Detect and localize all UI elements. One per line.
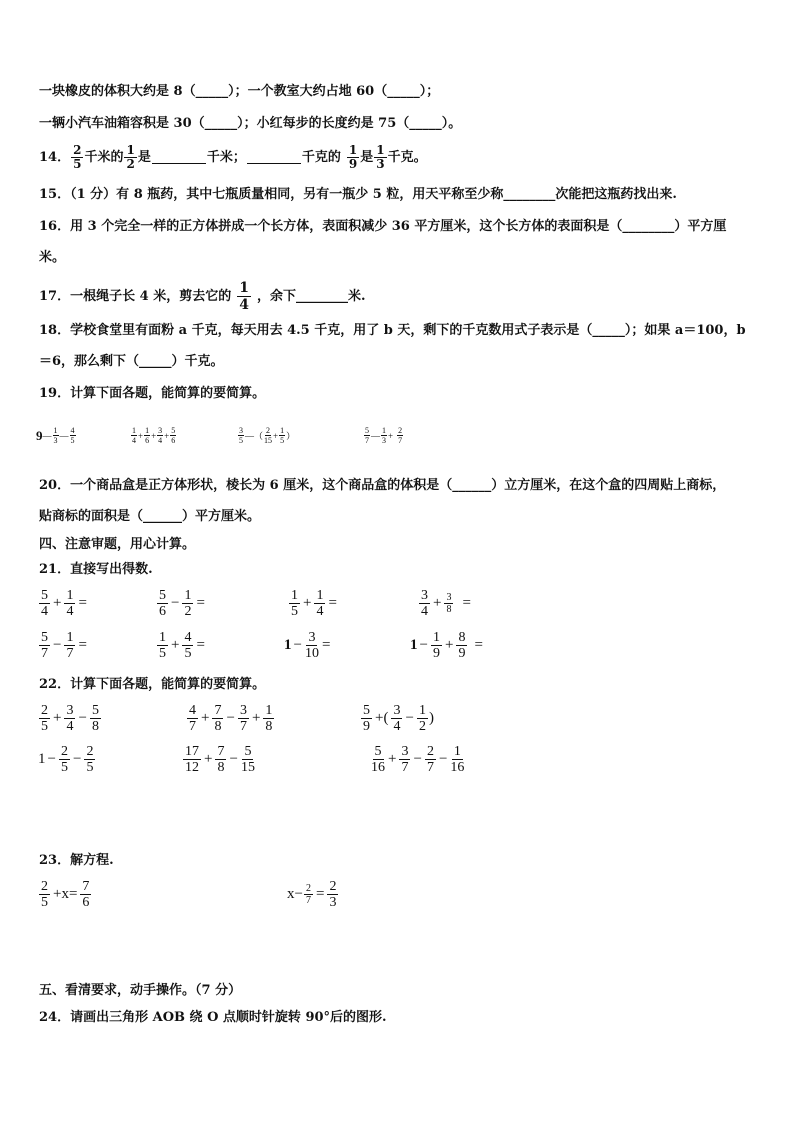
question-22: 22．计算下面各题，能简算的要简算。 [39,677,266,692]
q21-expression: 1 − $\frac{1}{9}$ + $\frac{8}{9}$ = [410,630,483,661]
q22-expression: $\frac{5}{9}$ +( $\frac{3}{4}$ − $\frac{1}{2}$ ) [363,703,434,734]
fraction: $\frac{1}{9}$ [348,143,358,171]
q19-expression-2: $\frac{1}{4}$ + $\frac{1}{6}$ + $\frac{3}{4}$ + $\frac{5}{6}$ [132,426,176,445]
question-13-line-2: 一辆小汽车油箱容积是 30（_____）；小红每步的长度约是 75（_____）。 [39,116,462,131]
q19-expression-1: 9 — $\frac{1}{3}$ — $\frac{4}{5}$ [36,426,75,445]
question-18-line-1: 18．学校食堂里有面粉 a 千克，每天用去 4.5 千克，用了 b 天，剩下的千克数用式子表示是（_____）；如果 a＝100，b [39,323,746,338]
question-17: 17．一根绳子长 4 米，剪去它的 $\frac{1}{4}$ ，余下________米. [39,280,366,313]
q21-expression: $\frac{1}{5}$ + $\frac{1}{4}$ = [291,588,337,619]
section-4-heading: 四、注意审题，用心计算。 [39,537,196,552]
section-5-heading: 五、看清要求，动手操作。（7 分） [39,983,242,998]
q22-expression: $\frac{17}{12}$ + $\frac{7}{8}$ − $\frac{5}{15}$ [185,744,255,775]
question-13-line-1: 一块橡皮的体积大约是 8（_____）；一个教室大约占地 60（_____）； [39,84,440,99]
q21-expression: $\frac{1}{5}$ + $\frac{4}{5}$ = [159,630,205,661]
q21-expression: $\frac{5}{4}$ + $\frac{1}{4}$ = [41,588,87,619]
q22-expression: $\frac{2}{5}$ + $\frac{3}{4}$ − $\frac{5}{8}$ [41,703,99,734]
q21-expression: $\frac{5}{7}$ − $\frac{1}{7}$ = [41,630,87,661]
q22-expression: 1 − $\frac{2}{5}$ − $\frac{2}{5}$ [38,744,94,775]
question-18-line-2: ＝6，那么剩下（_____）千克。 [39,354,224,369]
q23-equation-2: x− $\frac{2}{7}$ = $\frac{2}{3}$ [287,879,337,910]
q22-expression: $\frac{5}{16}$ + $\frac{3}{7}$ − $\frac{2}{7}$ − $\frac{1}{16}$ [371,744,465,775]
question-16-line-1: 16．用 3 个完全一样的正方体拼成一个长方体，表面积减少 36 平方厘米，这个长方体的表面积是（________）平方厘 [39,219,727,234]
question-15: 15．（1 分）有 8 瓶药，其中七瓶质量相同，另有一瓶少 5 粒，用天平称至少称________次能把这瓶药找出来. [39,187,677,202]
q22-expression: $\frac{4}{7}$ + $\frac{7}{8}$ − $\frac{3}{7}$ + $\frac{1}{8}$ [189,703,273,734]
fraction: $\frac{1}{4}$ [239,280,249,313]
question-20-line-1: 20．一个商品盒是正方体形状，棱长为 6 厘米，这个商品盒的体积是（______）立方厘米，在这个盒的四周贴上商标， [39,478,726,493]
q23-equation-1: $\frac{2}{5}$ +x= $\frac{7}{6}$ [41,879,90,910]
q19-expression-3: $\frac{3}{5}$ —（ $\frac{2}{15}$ + $\frac{1}{5}$ ） [239,426,296,445]
q21-expression: 1 − $\frac{3}{10}$ = [284,630,331,661]
answer-blank[interactable] [247,151,301,164]
question-20-line-2: 贴商标的面积是（______）平方厘米。 [39,509,261,524]
q21-expression: $\frac{5}{6}$ − $\frac{1}{2}$ = [159,588,205,619]
question-14: 14． $\frac{2}{5}$ 千米的 $\frac{1}{2}$ 是 千米； 千克的 $\frac{1}{9}$ 是 $\frac{1}{3}$ 千克。 [39,143,427,171]
fraction: $\frac{2}{5}$ [73,143,82,171]
fraction: $\frac{1}{2}$ [126,143,135,171]
q21-expression: $\frac{3}{4}$ + $\frac{3}{8}$ = [421,588,471,619]
question-16-line-2: 米。 [39,250,66,265]
question-19: 19．计算下面各题，能简算的要简算。 [39,386,266,401]
answer-blank[interactable] [152,151,206,164]
question-23: 23．解方程. [39,853,114,868]
q19-expression-4: $\frac{5}{7}$ — $\frac{1}{3}$ + $\frac{2}{7}$ [365,426,403,445]
question-21: 21．直接写出得数. [39,562,153,577]
question-24: 24．请画出三角形 AOB 绕 O 点顺时针旋转 90°后的图形. [39,1010,387,1025]
fraction: $\frac{1}{3}$ [376,143,385,171]
